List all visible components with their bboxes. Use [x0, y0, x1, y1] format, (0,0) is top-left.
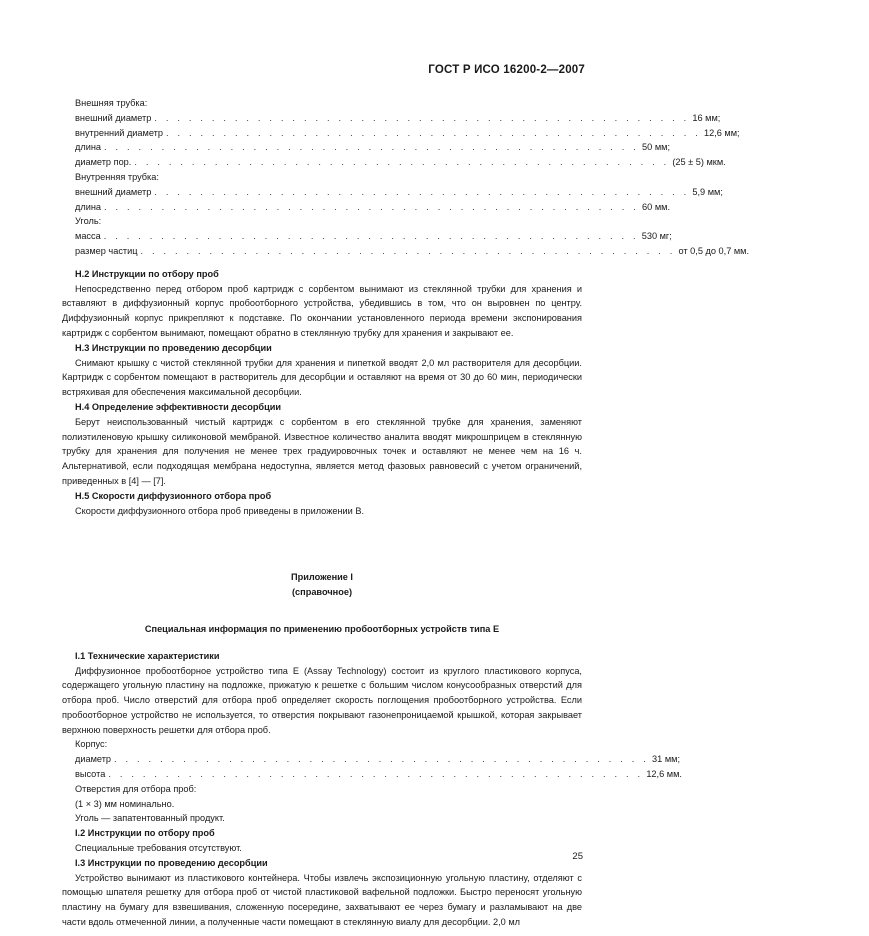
spec-row [62, 767, 682, 782]
leader-dots: . . . . . . . . . . . . . . . . . . . . . . . . . . . . . . . . . . . . . . . . . . . . . . . [165, 127, 701, 138]
section-heading: H.2 Инструкции по отбору проб [75, 268, 219, 279]
spec-value: 50 мм; [642, 142, 671, 153]
appendix-title: Приложение I [291, 572, 353, 583]
section-paragraph: Скорости диффузионного отбора проб приведены в приложении В. [75, 505, 365, 516]
spec-value: 530 мг; [641, 231, 672, 242]
leader-dots: . . . . . . . . . . . . . . . . . . . . . . . . . . . . . . . . . . . . . . . . . . . . . . . [154, 112, 690, 123]
body-title: Корпус: [75, 739, 108, 750]
spec-label: размер частиц [75, 245, 138, 256]
standard-id: ГОСТ Р ИСО 16200-2—2007 [428, 64, 585, 76]
spec-label: внутренний диаметр [75, 127, 163, 138]
spec-value: 5,9 мм; [692, 186, 723, 197]
spec-row [62, 229, 672, 244]
section-paragraph: Берут неиспользованный чистый картридж с сорбентом в его стеклянной трубке для хранения, заменяют полиэтиленовую крышку силиконовой мембраной. Известное количество аналита вводят микрошприцем в стеклянную трубку для хранения для получения не менее трех градуировочных точек и оставляют не менее чем на 16 ч. Альтернативой, если подходящая мембрана недоступна, является метод фазовых равновесий с учетом ограничений, приведенных в [4] — [7]. [62, 416, 582, 486]
spec-row [62, 155, 726, 170]
leader-dots: . . . . . . . . . . . . . . . . . . . . . . . . . . . . . . . . . . . . . . . . . . . . . . . [154, 186, 690, 197]
section-paragraph: Диффузионное пробоотборное устройство типа Е (Assay Technology) состоит из круглого пластикового корпуса, содержащего угольную пластину на подложке, прижатую к решетке с большим числом конусообразных отверстий для отбора проб. Число отверстий для отбора проб определяет скорость поглощения пробоотборного устройства. Если пробоотборное устройство не используется, то отверстия покрывают газонепроницаемой крышкой, которая закрывает верхнюю поверхность решетки для отбора проб. [62, 665, 582, 735]
page-content [62, 96, 750, 930]
section-heading: H.3 Инструкции по проведению десорбции [75, 342, 272, 353]
spec-value: 16 мм; [692, 112, 721, 123]
spec-label: масса [75, 231, 101, 242]
leader-dots: . . . . . . . . . . . . . . . . . . . . . . . . . . . . . . . . . . . . . . . . . . . . . . . [108, 769, 644, 780]
section-paragraph: Непосредственно перед отбором проб картридж с сорбентом вынимают из стеклянной трубки для хранения и вставляют в диффузионный корпус пробоотборного устройства, убедившись в том, что он выровнен по центру. Диффузионный корпус прикрепляют к подставке. По окончании установленного периода времени экспонирования картридж с сорбентом вынимают, помещают обратно в стеклянную трубку для хранения и закрывают ее. [62, 283, 582, 338]
leader-dots: . . . . . . . . . . . . . . . . . . . . . . . . . . . . . . . . . . . . . . . . . . . . . . . [140, 245, 676, 256]
spec-label: длина [75, 201, 102, 212]
section-paragraph: Снимают крышку с чистой стеклянной трубки для хранения и пипеткой вводят 2,0 мл растворителя для десорбции. Картридж с сорбентом помещают в растворитель для десорбции и оставляют на время от 30 до 60 мин, периодически встряхивая для обеспечения максимальной десорбции. [62, 357, 582, 398]
spec-label: диаметр пор. [75, 157, 132, 168]
spec-value: 12,6 мм. [646, 769, 682, 780]
spec-label: внешний диаметр [75, 112, 152, 123]
outer-tube-title: Внешняя трубка: [75, 98, 148, 108]
spec-value: 31 мм; [652, 754, 681, 765]
spec-value: 12,6 мм; [703, 127, 740, 138]
spec-row [62, 244, 750, 259]
spec-value: от 0,5 до 0,7 мм. [678, 245, 750, 256]
section-heading: I.3 Инструкции по проведению десорбции [75, 857, 268, 868]
spec-row [62, 752, 681, 767]
section-heading: H.4 Определение эффективности десорбции [75, 401, 282, 412]
spec-value: 60 мм. [642, 201, 671, 212]
leader-dots: . . . . . . . . . . . . . . . . . . . . . . . . . . . . . . . . . . . . . . . . . . . . . . . [114, 754, 650, 765]
spec-row [62, 126, 740, 141]
section-heading: I.1 Технические характеристики [75, 650, 220, 661]
spec-row [62, 200, 671, 215]
spec-row [62, 111, 721, 126]
spec-label: длина [75, 142, 102, 153]
spec-label: высота [75, 769, 106, 780]
holes-title: Отверстия для отбора проб: [75, 783, 197, 794]
appendix-heading: Специальная информация по применению пробоотборных устройств типа Е [144, 623, 500, 634]
appendix-subtitle: (справочное) [291, 587, 352, 598]
spec-row [62, 140, 671, 155]
holes-value: (1 × 3) мм номинально. [75, 798, 175, 809]
leader-dots: . . . . . . . . . . . . . . . . . . . . . . . . . . . . . . . . . . . . . . . . . . . . . . . [104, 142, 640, 153]
leader-dots: . . . . . . . . . . . . . . . . . . . . . . . . . . . . . . . . . . . . . . . . . . . . . . . [104, 201, 640, 212]
spec-label: диаметр [75, 754, 112, 765]
page-number: 25 [572, 851, 583, 862]
inner-tube-title: Внутренняя трубка: [75, 171, 159, 182]
section-paragraph: Специальные требования отсутствуют. [75, 843, 242, 854]
section-heading: I.2 Инструкции по отбору проб [75, 828, 215, 839]
spec-row [62, 185, 723, 200]
coal-note: Уголь — запатентованный продукт. [75, 813, 225, 824]
spec-value: (25 ± 5) мкм. [672, 157, 726, 168]
section-paragraph: Устройство вынимают из пластикового контейнера. Чтобы извлечь экспозиционную угольную пластину, отделяют с помощью шпателя решетку для отбора проб от чистой пластиковой вафельной подложки. Быстро переносят угольную пластину на бумагу для взвешивания, сложенную посередине, захватывают ее через бумагу и разламывают на две части вдоль отмеченной линии, а полученные части помещают в стеклянную виалу для десорбции. 2,0 мл [62, 872, 582, 928]
coal-title: Уголь: [75, 216, 102, 227]
leader-dots: . . . . . . . . . . . . . . . . . . . . . . . . . . . . . . . . . . . . . . . . . . . . . . . [134, 157, 670, 168]
spec-label: внешний диаметр [75, 186, 152, 197]
leader-dots: . . . . . . . . . . . . . . . . . . . . . . . . . . . . . . . . . . . . . . . . . . . . . . . [103, 231, 639, 242]
section-heading: H.5 Скорости диффузионного отбора проб [75, 490, 272, 501]
